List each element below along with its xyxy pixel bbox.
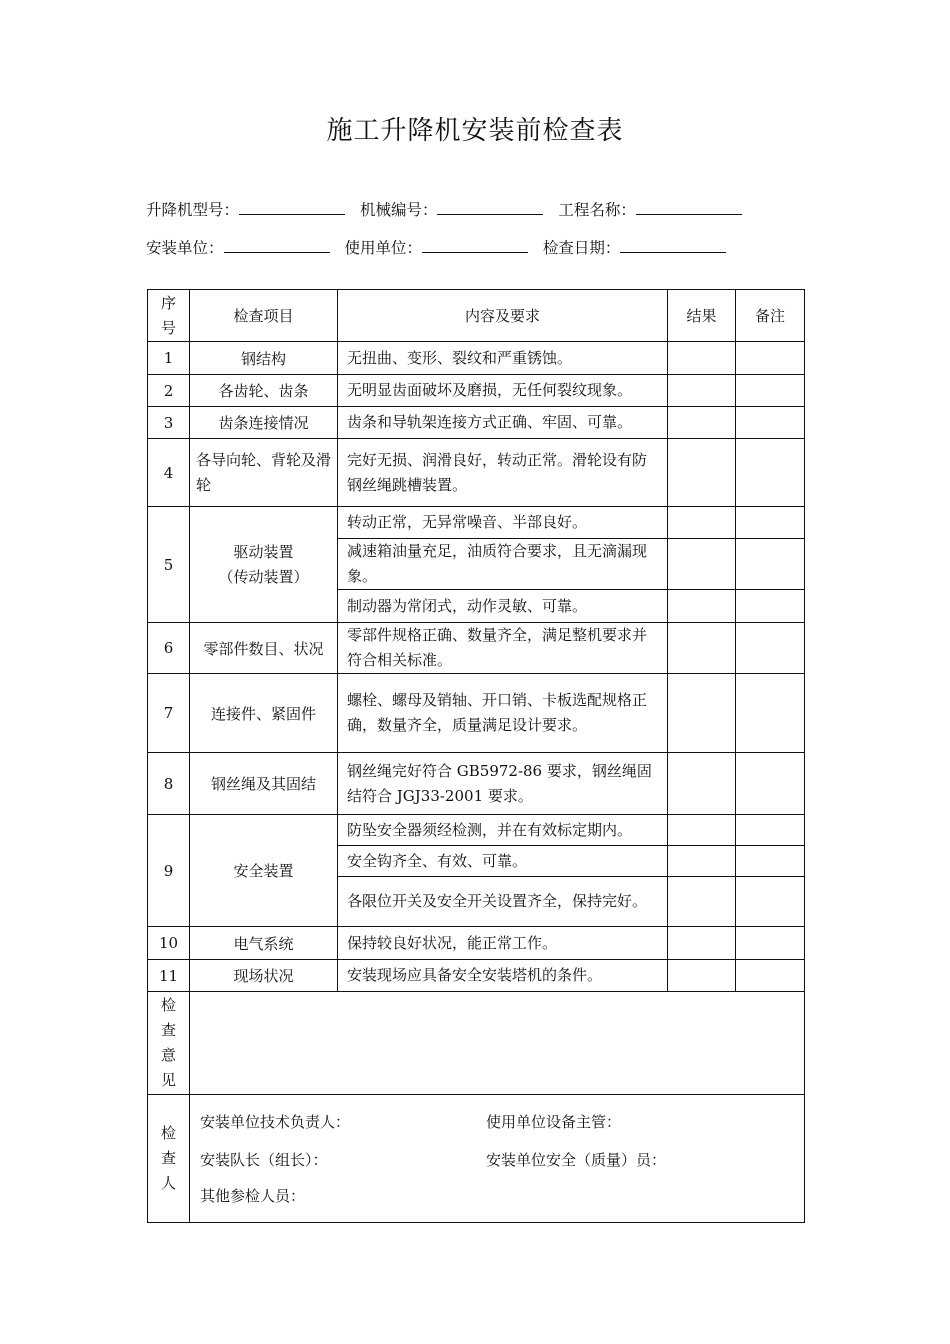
row-item: 钢结构 [190,342,338,375]
inspector-label: 检 查 人 [148,1095,190,1223]
result-cell[interactable] [668,674,736,753]
result-cell[interactable] [668,407,736,439]
remark-cell[interactable] [736,439,805,507]
model-blank[interactable] [239,200,345,215]
page-title: 施工升降机安装前检查表 [326,116,624,146]
row-number: 5 [148,507,190,623]
remark-cell[interactable] [736,877,805,927]
result-cell[interactable] [668,507,736,539]
model-field [146,198,345,220]
inspector-row [148,1095,805,1223]
row-item-sub: （传动装置） [218,567,309,586]
remark-cell[interactable] [736,960,805,992]
header-requirement: 内容及要求 [338,290,668,342]
project-label: 工程名称： [558,201,636,219]
row-requirement: 减速箱油量充足，油质符合要求，且无滴漏现象。 [338,539,668,590]
remark-cell[interactable] [736,407,805,439]
date-label: 检查日期： [542,239,621,257]
number-field [360,198,544,220]
result-cell[interactable] [668,342,736,375]
row-number: 3 [148,407,190,439]
remark-cell[interactable] [736,753,805,815]
row-requirement: 完好无损、润滑良好，转动正常。滑轮设有防钢丝绳跳槽装置。 [338,439,668,507]
result-cell[interactable] [668,753,736,815]
header-seq: 序 号 [148,290,190,342]
opinion-field[interactable] [190,992,805,1095]
row-item [190,507,338,623]
table-row [148,960,805,992]
row-requirement: 制动器为常闭式，动作灵敏、可靠。 [338,590,668,623]
info-line-2 [146,236,736,258]
row-item: 零部件数目、状况 [190,623,338,674]
remark-cell[interactable] [736,623,805,674]
header-item: 检查项目 [190,290,338,342]
row-item: 现场状况 [190,960,338,992]
remark-cell[interactable] [736,846,805,877]
row-requirement: 各限位开关及安全开关设置齐全，保持完好。 [338,877,668,927]
result-cell[interactable] [668,623,736,674]
model-label: 升降机型号： [146,201,240,219]
result-cell[interactable] [668,815,736,846]
remark-cell[interactable] [736,507,805,539]
use-unit-field [344,236,528,258]
project-blank[interactable] [636,200,742,215]
row-number: 6 [148,623,190,674]
row-requirement: 安全钩齐全、有效、可靠。 [338,846,668,877]
table-row [148,753,805,815]
result-cell[interactable] [668,439,736,507]
info-line-1 [146,198,752,220]
result-cell[interactable] [668,539,736,590]
row-item: 连接件、紧固件 [190,674,338,753]
row-requirement: 安装现场应具备安全安装塔机的条件。 [338,960,668,992]
row-item: 齿条连接情况 [190,407,338,439]
row-number: 7 [148,674,190,753]
remark-cell[interactable] [736,539,805,590]
remark-cell[interactable] [736,815,805,846]
date-blank[interactable] [620,238,726,253]
remark-cell[interactable] [736,674,805,753]
table-row [148,815,805,846]
result-cell[interactable] [668,960,736,992]
team-leader-signature[interactable]: 安装队长（组长）： [200,1151,328,1169]
remark-cell[interactable] [736,375,805,407]
tech-lead-signature[interactable]: 安装单位技术负责人： [200,1113,351,1131]
remark-cell[interactable] [736,590,805,623]
install-unit-blank[interactable] [224,238,330,253]
row-item: 安全装置 [190,815,338,927]
row-number: 9 [148,815,190,927]
result-cell[interactable] [668,590,736,623]
header-remark: 备注 [736,290,805,342]
result-cell[interactable] [668,877,736,927]
opinion-label: 检 查 意 见 [148,992,190,1095]
row-item: 各导向轮、背轮及滑轮 [190,439,338,507]
project-field [558,198,742,220]
table-row [148,623,805,674]
date-field [543,236,727,258]
result-cell[interactable] [668,927,736,960]
inspection-table [147,289,805,1223]
row-number: 1 [148,342,190,375]
result-cell[interactable] [668,846,736,877]
row-number: 11 [148,960,190,992]
row-requirement: 螺栓、螺母及销轴、开口销、卡板选配规格正确，数量齐全，质量满足设计要求。 [338,674,668,753]
row-requirement: 无明显齿面破坏及磨损，无任何裂纹现象。 [338,375,668,407]
row-requirement: 零部件规格正确、数量齐全，满足整机要求并符合相关标准。 [338,623,668,674]
row-number: 4 [148,439,190,507]
row-item: 各齿轮、齿条 [190,375,338,407]
others-signature[interactable]: 其他参检人员： [200,1187,306,1205]
table-row [148,342,805,375]
table-row [148,674,805,753]
row-requirement: 防坠安全器须经检测，并在有效标定期内。 [338,815,668,846]
header-result: 结果 [668,290,736,342]
table-row [148,375,805,407]
row-number: 2 [148,375,190,407]
number-blank[interactable] [437,200,543,215]
remark-cell[interactable] [736,342,805,375]
row-item-main: 驱动装置 [233,542,294,561]
inspector-signatures [190,1095,805,1223]
safety-officer-signature[interactable]: 安装单位安全（质量）员： [486,1151,667,1169]
use-unit-blank[interactable] [422,238,528,253]
row-requirement: 转动正常，无异常噪音、半部良好。 [338,507,668,539]
remark-cell[interactable] [736,927,805,960]
install-unit-field [146,236,330,258]
row-number: 8 [148,753,190,815]
row-requirement: 齿条和导轨架连接方式正确、牢固、可靠。 [338,407,668,439]
row-requirement: 钢丝绳完好符合 GB5972-86 要求，钢丝绳固结符合 JGJ33-2001 要求。 [338,753,668,815]
number-label: 机械编号： [359,201,438,219]
header-row [148,290,805,342]
row-requirement: 无扭曲、变形、裂纹和严重锈蚀。 [338,342,668,375]
table-row [148,507,805,539]
row-requirement: 保持较良好状况，能正常工作。 [338,927,668,960]
row-item: 电气系统 [190,927,338,960]
install-unit-label: 安装单位： [146,239,224,257]
use-unit-label: 使用单位： [344,239,422,257]
table-row [148,927,805,960]
table-row [148,439,805,507]
equip-manager-signature[interactable]: 使用单位设备主管： [486,1113,622,1131]
table-row [148,407,805,439]
row-item: 钢丝绳及其固结 [190,753,338,815]
opinion-row [148,992,805,1095]
row-number: 10 [148,927,190,960]
result-cell[interactable] [668,375,736,407]
